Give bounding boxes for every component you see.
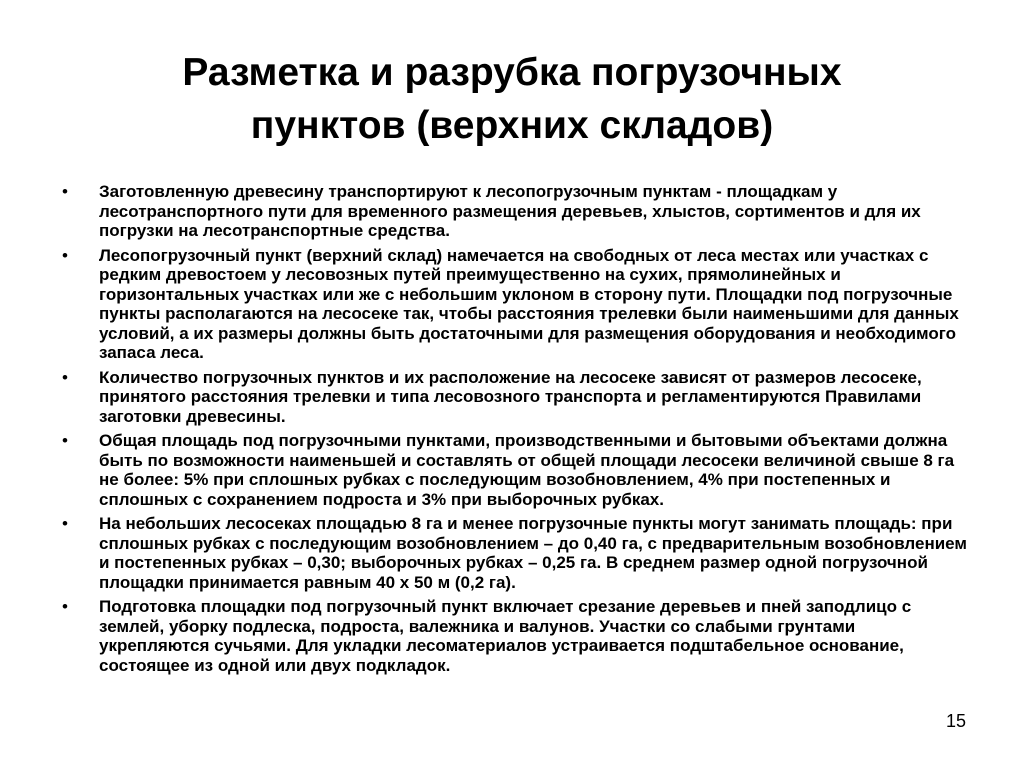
bullet-icon: • [62, 597, 68, 616]
bullet-icon: • [62, 367, 68, 387]
bullet-text: Заготовленную древесину транспортируют к лесопогрузочным пунктам - площадкам у лесотранспортного пути для временного размещения деревьев, хлыстов, сортиментов и для их погрузки на лесотранспортные средства. [99, 182, 921, 240]
slide-title: Разметка и разрубка погрузочных пунктов (верхних складов) [182, 51, 842, 147]
bullet-item [62, 246, 967, 363]
slide-number: 15 [945, 711, 966, 731]
bullet-text: Общая площадь под погрузочными пунктами, производственными и бытовыми объектами должна быть по возможности наименьшей и составлять от общей площади лесосеки величиной свыше 8 га не более: 5% при сплошных рубках с последующим возобновлением, 4% при постепенных и сплошных с сохранением подроста и 3% при выборочных рубках. [99, 431, 955, 509]
bullet-item [62, 431, 967, 509]
bullet-item [62, 368, 967, 427]
bullet-list [62, 182, 967, 680]
bullet-text: Количество погрузочных пунктов и их расположение на лесосеке зависят от размеров лесосеке, принятого расстояния трелевки и типа лесовозного транспорта и регламентируются Правилами заготовки древесины. [99, 367, 922, 426]
bullet-text: Лесопогрузочный пункт (верхний склад) намечается на свободных от леса местах или участках с редким древостоем у лесовозных путей преимущественно на сухих, прямолинейных и горизонтальных участках или же с небольшим уклоном в сторону пути. Площадки под погрузочные пункты располагаются на лесосеке так, чтобы расстояния трелевки были наименьшими для данных условий, а их размеры должны быть достаточными для размещения оборудования и необходимого запаса леса. [99, 245, 959, 362]
bullet-icon: • [62, 245, 68, 265]
bullet-icon: • [62, 514, 68, 533]
bullet-item [62, 182, 967, 241]
bullet-text: На небольших лесосеках площадью 8 га и менее погрузочные пункты могут занимать площадь: при сплошных рубках с последующим возобновлением – до 0,40 га, с предварительным возобновлением и постепенных рубках – 0,30; выборочных рубках – 0,25 га. В среднем размер одной погрузочной площадки принимается равным 40 х 50 м (0,2 га). [99, 514, 967, 592]
bullet-item [62, 597, 967, 675]
bullet-item [62, 514, 967, 592]
bullet-icon: • [62, 431, 68, 450]
bullet-text: Подготовка площадки под погрузочный пункт включает срезание деревьев и пней заподлицо с землей, уборку подлеска, подроста, валежника и валунов. Участки со слабыми грунтами укрепляются сучьями. Для укладки лесоматериалов устраивается подштабельное основание, состоящее из одной или двух подкладок. [99, 597, 912, 675]
bullet-icon: • [62, 182, 68, 201]
